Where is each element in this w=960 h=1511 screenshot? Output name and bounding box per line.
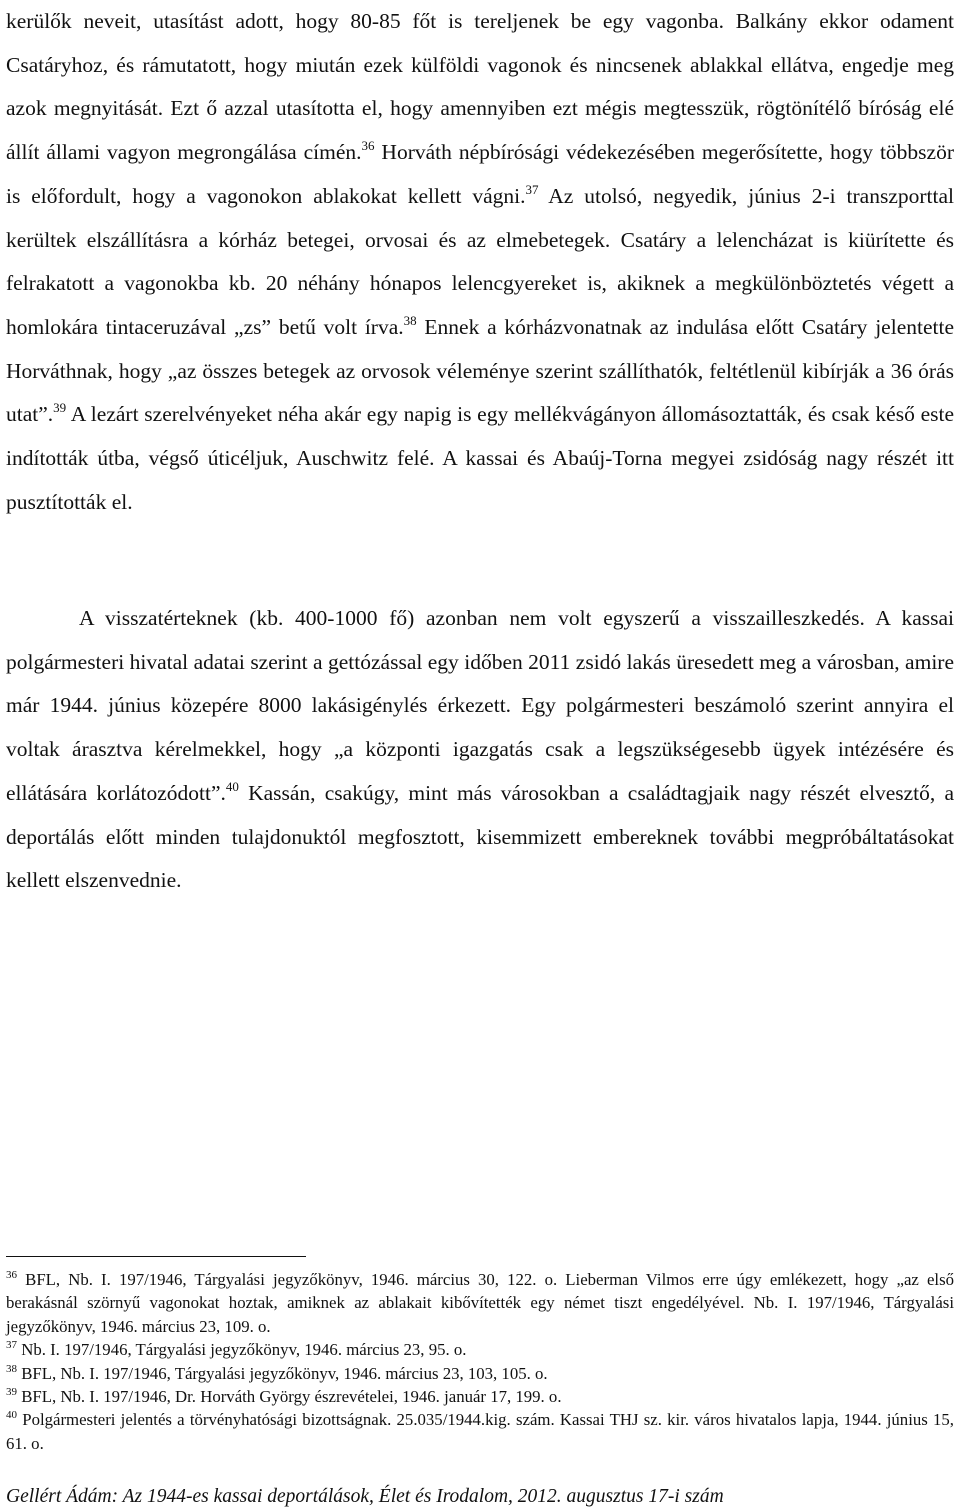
footnote-text: BFL, Nb. I. 197/1946, Tárgyalási jegyzőkönyv, 1946. március 23, 103, 105. o. (17, 1363, 548, 1383)
footnote-40 (6, 1408, 954, 1455)
footnote-ref-39[interactable]: 39 (53, 400, 67, 416)
footnote-number: 40 (6, 1409, 17, 1422)
body-paragraph-1 (6, 0, 954, 524)
body-paragraph-2 (6, 597, 954, 903)
paragraph-text: Ennek a kórházvonatnak az indulása előtt Csatáry jelentette Horváthnak, hogy „az összes betegek az orvosok véleménye szerint szállíthatók, feltétlenül kibírják a 36 órás utat”. (6, 314, 954, 427)
footnote-39 (6, 1385, 954, 1408)
footnote-38 (6, 1362, 954, 1385)
page-footer: Gellért Ádám: Az 1944-es kassai deportálások, Élet és Irodalom, 2012. augusztus 17-i szám (6, 1486, 724, 1507)
footnote-number: 37 (6, 1339, 17, 1352)
paragraph-text: Horváth népbírósági védekezésében megerősítette, hogy többször is előfordult, hogy a vagonokon ablakokat kellett vágni. (6, 140, 954, 208)
footnote-text: Nb. I. 197/1946, Tárgyalási jegyzőkönyv, 1946. március 23, 95. o. (17, 1340, 467, 1360)
paragraph-text: Kassán, csakúgy, mint más városokban a családtagjaik nagy részét elvesztő, a deportálás előtt minden tulajdonuktól megfosztott, kisemmizett embereknek további megpróbáltatásokat kellett elszenvednie. (6, 780, 954, 893)
paragraph-text: A lezárt szerelvényeket néha akár egy napig is egy mellékvágányon állomásoztatták, és csak késő este indították útba, végső úticéljuk, Auschwitz felé. A kassai és Abaúj-Torna megyei zsidóság nagy részét itt pusztították el. (6, 402, 954, 514)
footnote-ref-38[interactable]: 38 (403, 312, 417, 328)
paragraph-text: A visszatérteknek (kb. 400-1000 fő) azonban nem volt egyszerű a visszailleszkedés. A kassai polgármesteri hivatal adatai szerint a gettózással egy időben 2011 zsidó lakás üresedett meg a városban, amire már 1944. június közepére 8000 lakásigénylés érkezett. Egy polgármesteri beszámoló szerint annyira el voltak árasztva kérelmekkel, hogy „a központi igazgatás csak a legszükségesebb ügyek intézésére és ellátására korlátozódott”. (6, 606, 954, 805)
footnote-text: Polgármesteri jelentés a törvényhatósági bizottságnak. 25.035/1944.kig. szám. Kassai THJ sz. kir. város hivatalos lapja, 1944. június 15, 61. o. (6, 1410, 954, 1453)
footnote-text: BFL, Nb. I. 197/1946, Tárgyalási jegyzőkönyv, 1946. március 30, 122. o. Lieberman Vilmos erre úgy emlékezett, hogy „az első berakásnál szörnyű vagonokat hoztak, amiknek az ablakait kibővítették egy német tiszt engedélyével. Nb. I. 197/1946, Tárgyalási jegyzőkönyv, 1946. március 23, 109. o. (6, 1270, 954, 1336)
footnote-ref-36[interactable]: 36 (361, 138, 375, 154)
footnotes (6, 1268, 954, 1455)
paragraph-text: kerülők neveit, utasítást adott, hogy 80-85 főt is tereljenek be egy vagonba. Balkány ekkor odament Csatáryhoz, és rámutatott, hogy miután ezek külföldi vagonok és nincsenek ablakkal ellátva, engedje meg azok megnyitását. Ezt ő azzal utasította el, hogy amennyiben ezt mégis megtesszük, rögtönítélő bíróság elé állít állami vagyon megrongálása címén. (6, 9, 954, 165)
footnote-number: 36 (6, 1269, 17, 1281)
footnote-36 (6, 1268, 954, 1338)
footnote-ref-40[interactable]: 40 (225, 778, 239, 794)
footnote-ref-37[interactable]: 37 (525, 181, 539, 197)
footnote-number: 38 (6, 1362, 17, 1375)
footnote-number: 39 (6, 1386, 17, 1399)
footnote-separator (6, 1256, 306, 1257)
footnote-37 (6, 1338, 954, 1361)
paragraph-text: Az utolsó, negyedik, június 2-i transzporttal kerültek elszállításra a kórház betegei, orvosai és az elmebetegek. Csatáry a lelencházat is kiürítette és felrakatott a vagonokba kb. 20 néhány hónapos lelencgyereket is, akiknek a megkülönböztetés végett a homlokára tintaceruzával „zs” betű volt írva. (6, 183, 954, 339)
footnote-text: BFL, Nb. I. 197/1946, Dr. Horváth György észrevételei, 1946. január 17, 199. o. (17, 1387, 562, 1407)
